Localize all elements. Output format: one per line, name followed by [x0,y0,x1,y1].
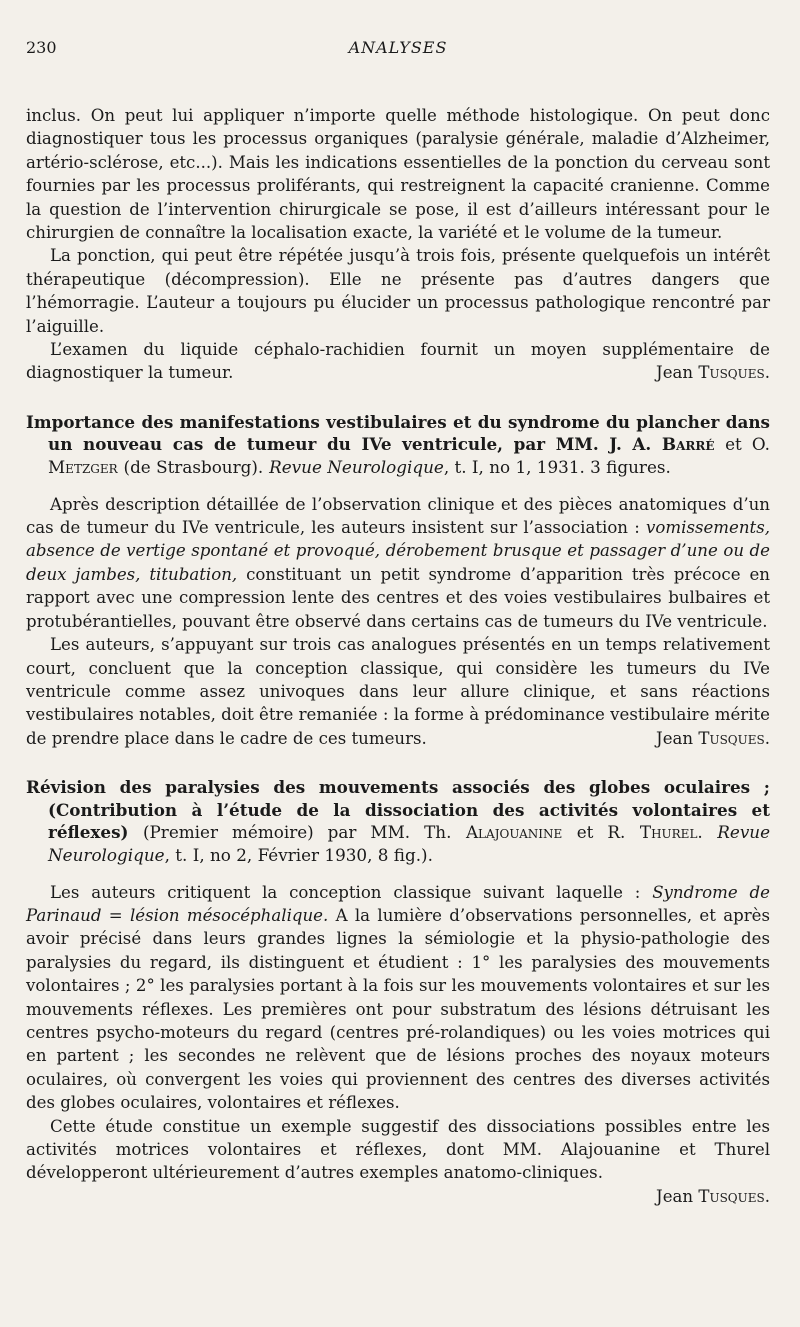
review-body [26,493,770,750]
intro-paragraph-2: La ponction, qui peut être répétée jusqu’à trois fois, présente quelquefois un intérêt thérapeutique (décompression). Elle ne présente pas d’autres dangers que l’hémorragie. L’auteur a toujours pu élucider un processus pathologique rencontré par l’aiguille. [26,246,770,336]
signature: Jean Tusques. [656,1186,770,1206]
citation: , t. I, no 1, 1931. 3 figures. [443,457,671,478]
review-entry [26,776,770,1208]
review-paragraph: Les auteurs critiquent la conception classique suivant laquelle : Syndrome de Parinaud = lésion mésocéphalique. A la lumière d’observations personnelles, et après avoir précisé dans leurs grandes lignes la sémiologie et la physio-pathologie des paralysies du regard, ils distinguent et étudient : 1° les paralysies des mouvements volontaires ; 2° les paralysies portant à la fois sur les mouvements volontaires et sur les mouvements réflexes. Les premières ont pour substratum des lésions détruisant les centres psycho-moteurs du regard (centres pré-rolandiques) ou les voies motrices qui en partent ; les secondes ne relèvent que de lésions proches des noyaux moteurs oculaires, où convergent les voies qui proviennent des centres des diverses activités des globes oculaires, volontaires et réflexes. [26,882,771,1113]
intro-paragraph-3 [26,338,770,385]
review-title: Révision des paralysies des mouvements associés des globes oculaires ; (Contribution à l’étude de la dissociation des activités volontaires et réflexes) (Premier mémoire) par MM. Th. Alajouanine et R. Thurel. Revue Neurologique, t. I, no 2, Février 1930, 8 fig.). [26,777,771,865]
signature: Jean Tusques. [656,728,770,748]
review-title: Importance des manifestations vestibulaires et du syndrome du plancher dans un nouveau cas de tumeur du IVe ventricule, par MM. J. A. Barré et O. Metzger (de Strasbourg). Revue Neurologique, t. I, no 1, 1931. 3 figures. [26,411,771,478]
intro-paragraph-3-text: L’examen du liquide céphalo-rachidien fournit un moyen supplémentaire de diagnostiquer la tumeur. [26,340,770,383]
author-name: Thurel [639,822,698,843]
author-name: Metzger [48,457,118,478]
author-name: Alajouanine [465,822,563,843]
page-number: 230 [26,38,57,57]
review-body [26,881,770,1209]
journal-name: Revue Neurologique [269,457,444,478]
citation: , t. I, no 2, Février 1930, 8 fig.). [164,844,433,865]
review-paragraph: Après description détaillée de l’observation clinique et des pièces anatomiques d’un cas de tumeur du IVe ventricule, les auteurs insistent sur l’association : vomissements, absence de vertige spontané et provoqué, dérobement brusque et passager d’une ou de deux jambes, titubation, constituant un petit syndrome d’apparition très précoce en rapport avec une compression lente des centres et des voies vestibulaires bulbaires et protubérantielles, pouvant être observé dans certains cas de tumeurs du IVe ventricule. [26,494,771,631]
previous-review-continuation [26,104,770,385]
review-entry [26,411,770,750]
intro-paragraph-1: inclus. On peut lui appliquer n’importe quelle méthode histologique. On peut donc diagnostiquer tous les processus organiques (paralysie générale, maladie d’Alzheimer, artério-sclérose, etc...). Mais les indications essentielles de la ponction du cerveau sont fournies par les processus proliférants, qui restreignent la capacité cranienne. Comme la question de l’intervention chirurgicale se pose, il est d’ailleurs intéressant pour le chirurgien de connaître la localisation exacte, la variété et le volume de la tumeur. [26,106,770,243]
signature: Jean Tusques. [656,363,770,383]
author-name: Barré [661,434,715,455]
running-title: ANALYSES [348,38,448,57]
running-header [26,30,770,60]
journal-name: Revue Neurologique [48,822,771,865]
review-paragraph: Les auteurs, s’appuyant sur trois cas analogues présentés en un temps relativement court, concluent que la conception classique, qui considère les tumeurs du IVe ventricule comme assez univoques dans leur allure clinique, et sans réactions vestibulaires notables, doit être remaniée : la forme à prédominance vestibulaire mérite de prendre place dans le cadre de ces tumeurs. Jean Tusques. [26,633,770,750]
review-paragraph: Cette étude constitue un exemple suggestif des dissociations possibles entre les activités motrices volontaires et réflexes, dont MM. Alajouanine et Thurel développeront ultérieurement d’autres exemples anatomo-cliniques. [26,1116,770,1183]
